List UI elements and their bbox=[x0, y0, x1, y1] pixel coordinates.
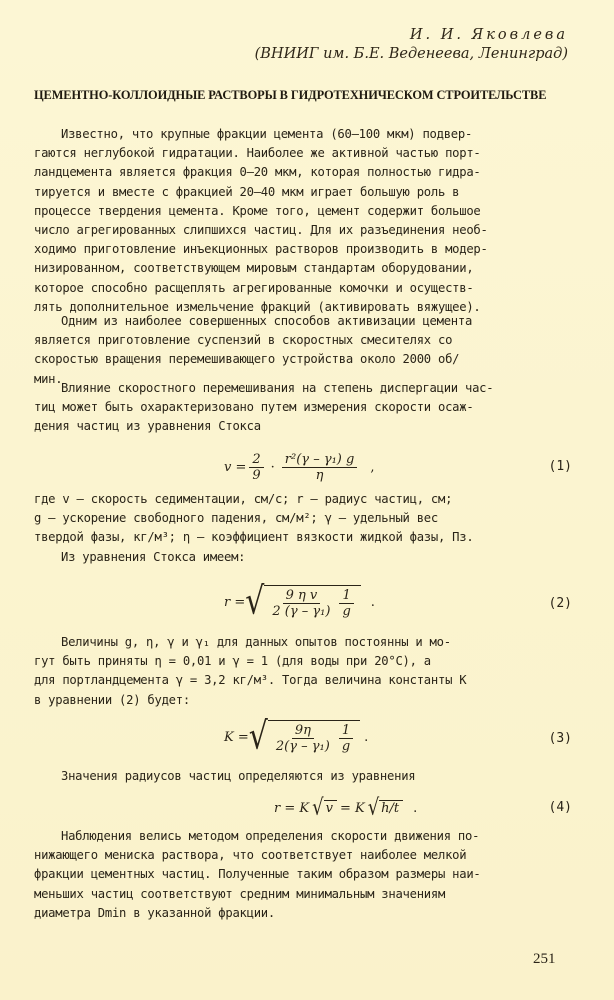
text-line: g – ускорение свободного падения, см/м²; γ – удельный вес bbox=[34, 511, 438, 526]
radical-sign-icon: √ bbox=[245, 579, 265, 624]
equation-4: r = K √ v = K √ h/t . (4) bbox=[274, 794, 572, 821]
text-line: диаметра Dmin в указанной фракции. bbox=[34, 905, 275, 920]
paragraph-1 bbox=[34, 125, 572, 317]
equation-1: v = $\frac{2}{9}$ · $\frac{\text{r²(γ – γ₁) g}}{\eta}$ , (1) bbox=[224, 451, 572, 483]
text-line: Величины g, η, γ и γ₁ для данных опытов постоянны и мо- bbox=[61, 635, 451, 649]
text-line: в уравнении (2) будет: bbox=[34, 692, 190, 707]
text-line: твердой фазы, кг/м³; η – коэффициент вязкости жидкой фазы, Пз. bbox=[34, 530, 474, 545]
eq1-lhs: v = bbox=[224, 459, 247, 475]
equation-3: K = √ $\frac{9\eta}{\text{2(γ – γ₁)}}$ $\frac{1}{g}$ . (3) bbox=[224, 714, 572, 759]
eq3-lhs: K = bbox=[224, 729, 249, 745]
paragraph-7 bbox=[34, 827, 572, 923]
text-line: меньших частиц соответствуют средним минимальным значениям bbox=[34, 886, 446, 901]
text-line: для портландцемента γ = 3,2 кг/м³. Тогда величина константы К bbox=[34, 673, 467, 688]
text-line: скоростью вращения перемешивающего устройства около 2000 об/ bbox=[34, 352, 460, 367]
text-line: фракции цементных частиц. Полученные таким образом размеры наи- bbox=[34, 867, 481, 882]
article-title: ЦЕМЕНТНО-КОЛЛОИДНЫЕ РАСТВОРЫ В ГИДРОТЕХНИЧЕСКОМ СТРОИТЕЛЬСТВЕ bbox=[34, 88, 547, 102]
text-line: где v – скорость седиментации, см/с; r – радиус частиц, см; bbox=[34, 492, 453, 506]
text-line: лять дополнительное измельчение фракций (активировать вяжущее). bbox=[34, 299, 481, 314]
radical-sign-icon: √ bbox=[248, 714, 268, 759]
paragraph-2 bbox=[34, 312, 572, 389]
eq1-fraction-a: $\frac{2}{9}$ bbox=[249, 452, 263, 483]
text-line: Влияние скоростного перемешивания на степень диспергации час- bbox=[61, 381, 494, 395]
text-line: мин. bbox=[34, 371, 63, 386]
paragraph-5 bbox=[34, 633, 572, 710]
text-line: дения частиц из уравнения Стокса bbox=[34, 419, 261, 434]
paragraph-6 bbox=[34, 767, 572, 786]
equation-2: r = √ $\frac{\text{9 η v}}{\text{2 (γ – γ₁)}}$ $\frac{1}{g}$ . (2) bbox=[224, 579, 572, 624]
equation-number: (1) bbox=[548, 459, 572, 474]
equation-number: (2) bbox=[548, 596, 572, 611]
text-line: которое способно расщеплять агрегированные комочки и осуществ- bbox=[34, 280, 474, 295]
text-line: Известно, что крупные фракции цемента (60–100 мкм) подвер- bbox=[61, 127, 473, 141]
radical-sign-icon: √ bbox=[312, 794, 324, 821]
text-line: ходимо приготовление инъекционных растворов производить в модер- bbox=[34, 242, 488, 257]
text-line: низированном, соответствующем мировым стандартам оборудовании, bbox=[34, 261, 474, 276]
text-line: Одним из наиболее совершенных способов активизации цемента bbox=[61, 314, 473, 328]
text-line: гаются неглубокой гидратации. Наиболее же активной частью порт- bbox=[34, 146, 481, 161]
text-line: тиц может быть охарактеризовано путем измерения скорости осаж- bbox=[34, 400, 474, 415]
eq2-lhs: r = bbox=[224, 594, 246, 610]
text-line: число агрегированных слипшихся частиц. Для их разъединения необ- bbox=[34, 222, 488, 237]
square-root: √ $\frac{9\eta}{\text{2(γ – γ₁)}}$ $\frac{1}{g}$ bbox=[249, 720, 360, 754]
text-line: является приготовление суспензий в скоростных смесителях со bbox=[34, 333, 453, 348]
author-block bbox=[255, 26, 568, 64]
text-line: нижающего мениска раствора, что соответствует наиболее мелкой bbox=[34, 848, 467, 863]
paragraph-3 bbox=[34, 379, 572, 437]
page-number: 251 bbox=[533, 951, 556, 967]
author-name: И. И. Яковлева bbox=[409, 27, 568, 43]
paragraph-4 bbox=[34, 490, 572, 567]
text-line: гут быть приняты η = 0,01 и γ = 1 (для воды при 20°С), а bbox=[34, 654, 431, 669]
radical-sign-icon: √ bbox=[367, 794, 380, 821]
eq1-fraction-b: $\frac{\text{r²(γ – γ₁) g}}{\eta}$ bbox=[282, 452, 358, 483]
text-line: Значения радиусов частиц определяются из уравнения bbox=[61, 769, 416, 783]
equation-number: (4) bbox=[548, 800, 572, 815]
text-line: Наблюдения велись методом определения скорости движения по- bbox=[61, 829, 480, 843]
text-line: ландцемента является фракция 0–20 мкм, которая полностью гидра- bbox=[34, 165, 481, 180]
text-line: тируется и вместе с фракцией 20–40 мкм играет большую роль в bbox=[34, 184, 460, 199]
square-root: √ $\frac{\text{9 η v}}{\text{2 (γ – γ₁)}}$ $\frac{1}{g}$ bbox=[245, 585, 361, 619]
square-root: √ h/t bbox=[368, 799, 403, 817]
equation-number: (3) bbox=[548, 731, 572, 746]
text-line: процессе твердения цемента. Кроме того, цемент содержит большое bbox=[34, 203, 481, 218]
text-line: Из уравнения Стокса имеем: bbox=[61, 549, 246, 564]
square-root: √ v bbox=[312, 799, 337, 817]
author-affiliation: (ВНИИГ им. Б.Е. Веденеева, Ленинград) bbox=[254, 46, 568, 62]
